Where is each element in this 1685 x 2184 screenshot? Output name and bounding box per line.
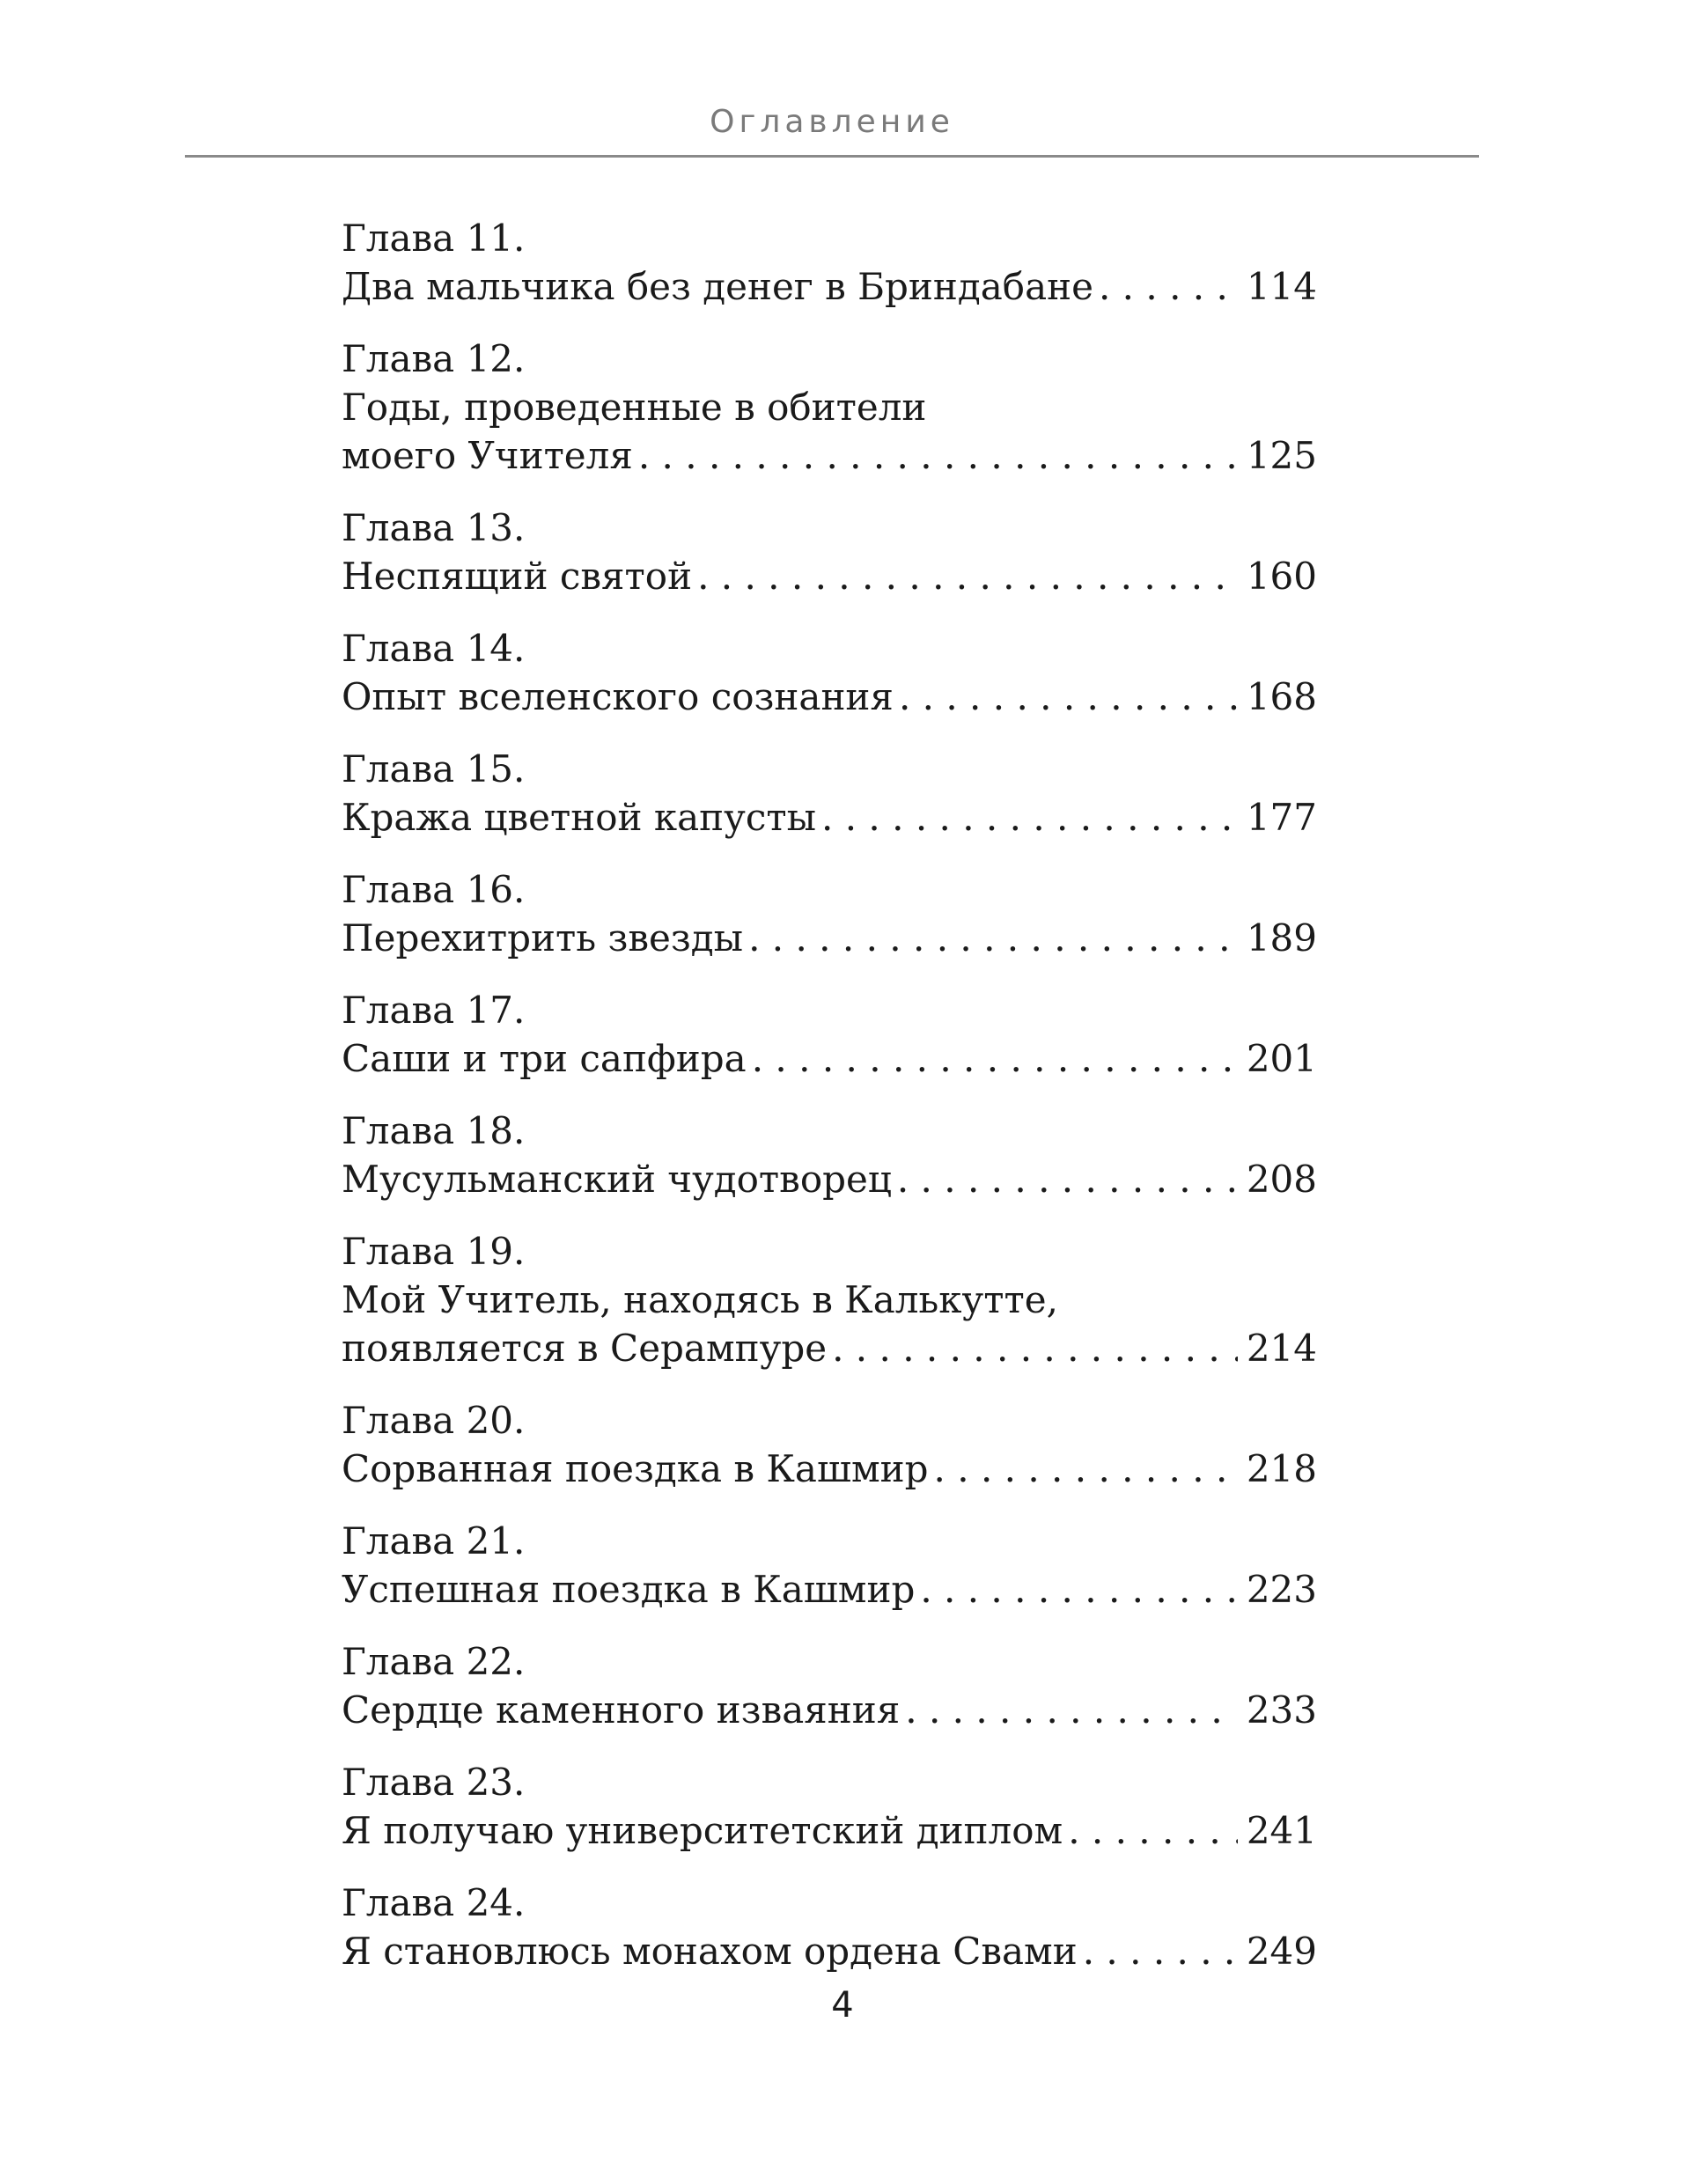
page-number: 4: [831, 1985, 854, 2026]
page-ref[interactable]: 177: [1246, 796, 1317, 839]
page-ref[interactable]: 218: [1246, 1447, 1317, 1490]
page-ref[interactable]: 125: [1246, 434, 1317, 477]
chapter-title: Сердце каменного изваяния: [342, 1688, 901, 1732]
dot-leader: [748, 914, 1238, 962]
dot-leader: [934, 1445, 1238, 1493]
chapter-title-row: [342, 1565, 1317, 1614]
chapter-title: Кража цветной капусты: [342, 796, 817, 839]
chapter-title-row: [342, 1155, 1317, 1203]
chapter-title: Я становлюсь монахом ордена Свами: [342, 1930, 1078, 1973]
page-ref[interactable]: 214: [1246, 1327, 1317, 1370]
chapter-title: Два мальчика без денег в Бриндабане: [342, 265, 1093, 308]
table-of-contents: [342, 214, 1317, 1999]
running-head: Оглавление: [710, 104, 954, 140]
toc-entry[interactable]: [342, 504, 1317, 600]
chapter-title-line: Годы, проведенные в обители: [342, 386, 927, 429]
chapter-title-row: [342, 1927, 1317, 1975]
toc-entry[interactable]: [342, 1396, 1317, 1493]
toc-entry[interactable]: [342, 745, 1317, 842]
chapter-number: Глава 21.: [342, 1519, 526, 1563]
dot-leader: [832, 1324, 1238, 1372]
chapter-number: Глава 19.: [342, 1230, 526, 1273]
dot-leader: [1068, 1806, 1238, 1855]
toc-entry[interactable]: [342, 1879, 1317, 1975]
chapter-title: Сорванная поездка в Кашмир: [342, 1447, 929, 1490]
chapter-title-row: [342, 914, 1317, 962]
toc-entry[interactable]: [342, 624, 1317, 721]
chapter-number: Глава 22.: [342, 1640, 526, 1683]
chapter-title-row: [342, 1806, 1317, 1855]
page-ref[interactable]: 114: [1246, 265, 1317, 308]
chapter-title-row: [342, 1034, 1317, 1083]
page-ref[interactable]: 168: [1246, 675, 1317, 718]
dot-leader: [638, 431, 1238, 480]
dot-leader: [920, 1565, 1238, 1614]
dot-leader: [821, 793, 1238, 842]
toc-entry[interactable]: [342, 1637, 1317, 1734]
chapter-title: Саши и три сапфира: [342, 1037, 747, 1080]
chapter-title: Успешная поездка в Кашмир: [342, 1568, 916, 1611]
chapter-title-row: [342, 1324, 1317, 1372]
page-ref[interactable]: 249: [1246, 1930, 1317, 1973]
toc-entry[interactable]: [342, 986, 1317, 1083]
page-ref[interactable]: 201: [1246, 1037, 1317, 1080]
dot-leader: [899, 673, 1238, 721]
chapter-number: Глава 13.: [342, 506, 526, 549]
chapter-title-row: [342, 262, 1317, 311]
dot-leader: [1083, 1927, 1238, 1975]
toc-entry[interactable]: [342, 1227, 1317, 1372]
chapter-title: Перехитрить звезды: [342, 916, 744, 960]
page-ref[interactable]: 223: [1246, 1568, 1317, 1611]
chapter-title: моего Учителя: [342, 434, 633, 477]
chapter-number: Глава 17.: [342, 989, 526, 1032]
dot-leader: [905, 1686, 1238, 1734]
toc-entry[interactable]: [342, 1758, 1317, 1855]
chapter-number: Глава 23.: [342, 1761, 526, 1804]
chapter-title-row: [342, 673, 1317, 721]
page-ref[interactable]: 189: [1246, 916, 1317, 960]
chapter-title: Неспящий святой: [342, 555, 693, 598]
chapter-number: Глава 16.: [342, 868, 526, 911]
chapter-title-row: [342, 1686, 1317, 1734]
chapter-title: Мусульманский чудотворец: [342, 1158, 892, 1201]
chapter-title: появляется в Серампуре: [342, 1327, 828, 1370]
dot-leader: [897, 1155, 1238, 1203]
chapter-number: Глава 20.: [342, 1399, 526, 1442]
toc-entry[interactable]: [342, 214, 1317, 311]
chapter-number: Глава 14.: [342, 627, 526, 670]
toc-entry[interactable]: [342, 865, 1317, 962]
dot-leader: [1099, 262, 1238, 311]
chapter-number: Глава 15.: [342, 747, 526, 791]
chapter-number: Глава 24.: [342, 1881, 526, 1924]
chapter-title-row: [342, 431, 1317, 480]
chapter-title-line: Мой Учитель, находясь в Калькутте,: [342, 1278, 1058, 1321]
toc-entry[interactable]: [342, 1517, 1317, 1614]
chapter-title: Я получаю университетский диплом: [342, 1809, 1063, 1852]
dot-leader: [697, 552, 1238, 600]
chapter-title-row: [342, 1445, 1317, 1493]
chapter-title: Опыт вселенского сознания: [342, 675, 894, 718]
chapter-number: Глава 12.: [342, 337, 526, 380]
toc-entry[interactable]: [342, 335, 1317, 480]
chapter-number: Глава 18.: [342, 1109, 526, 1152]
header-rule: [185, 155, 1479, 158]
chapter-title-row: [342, 552, 1317, 600]
page-ref[interactable]: 160: [1246, 555, 1317, 598]
page-ref[interactable]: 233: [1246, 1688, 1317, 1732]
page-ref[interactable]: 241: [1246, 1809, 1317, 1852]
toc-entry[interactable]: [342, 1107, 1317, 1203]
chapter-number: Глава 11.: [342, 217, 526, 260]
chapter-title-row: [342, 793, 1317, 842]
dot-leader: [752, 1034, 1238, 1083]
page-ref[interactable]: 208: [1246, 1158, 1317, 1201]
